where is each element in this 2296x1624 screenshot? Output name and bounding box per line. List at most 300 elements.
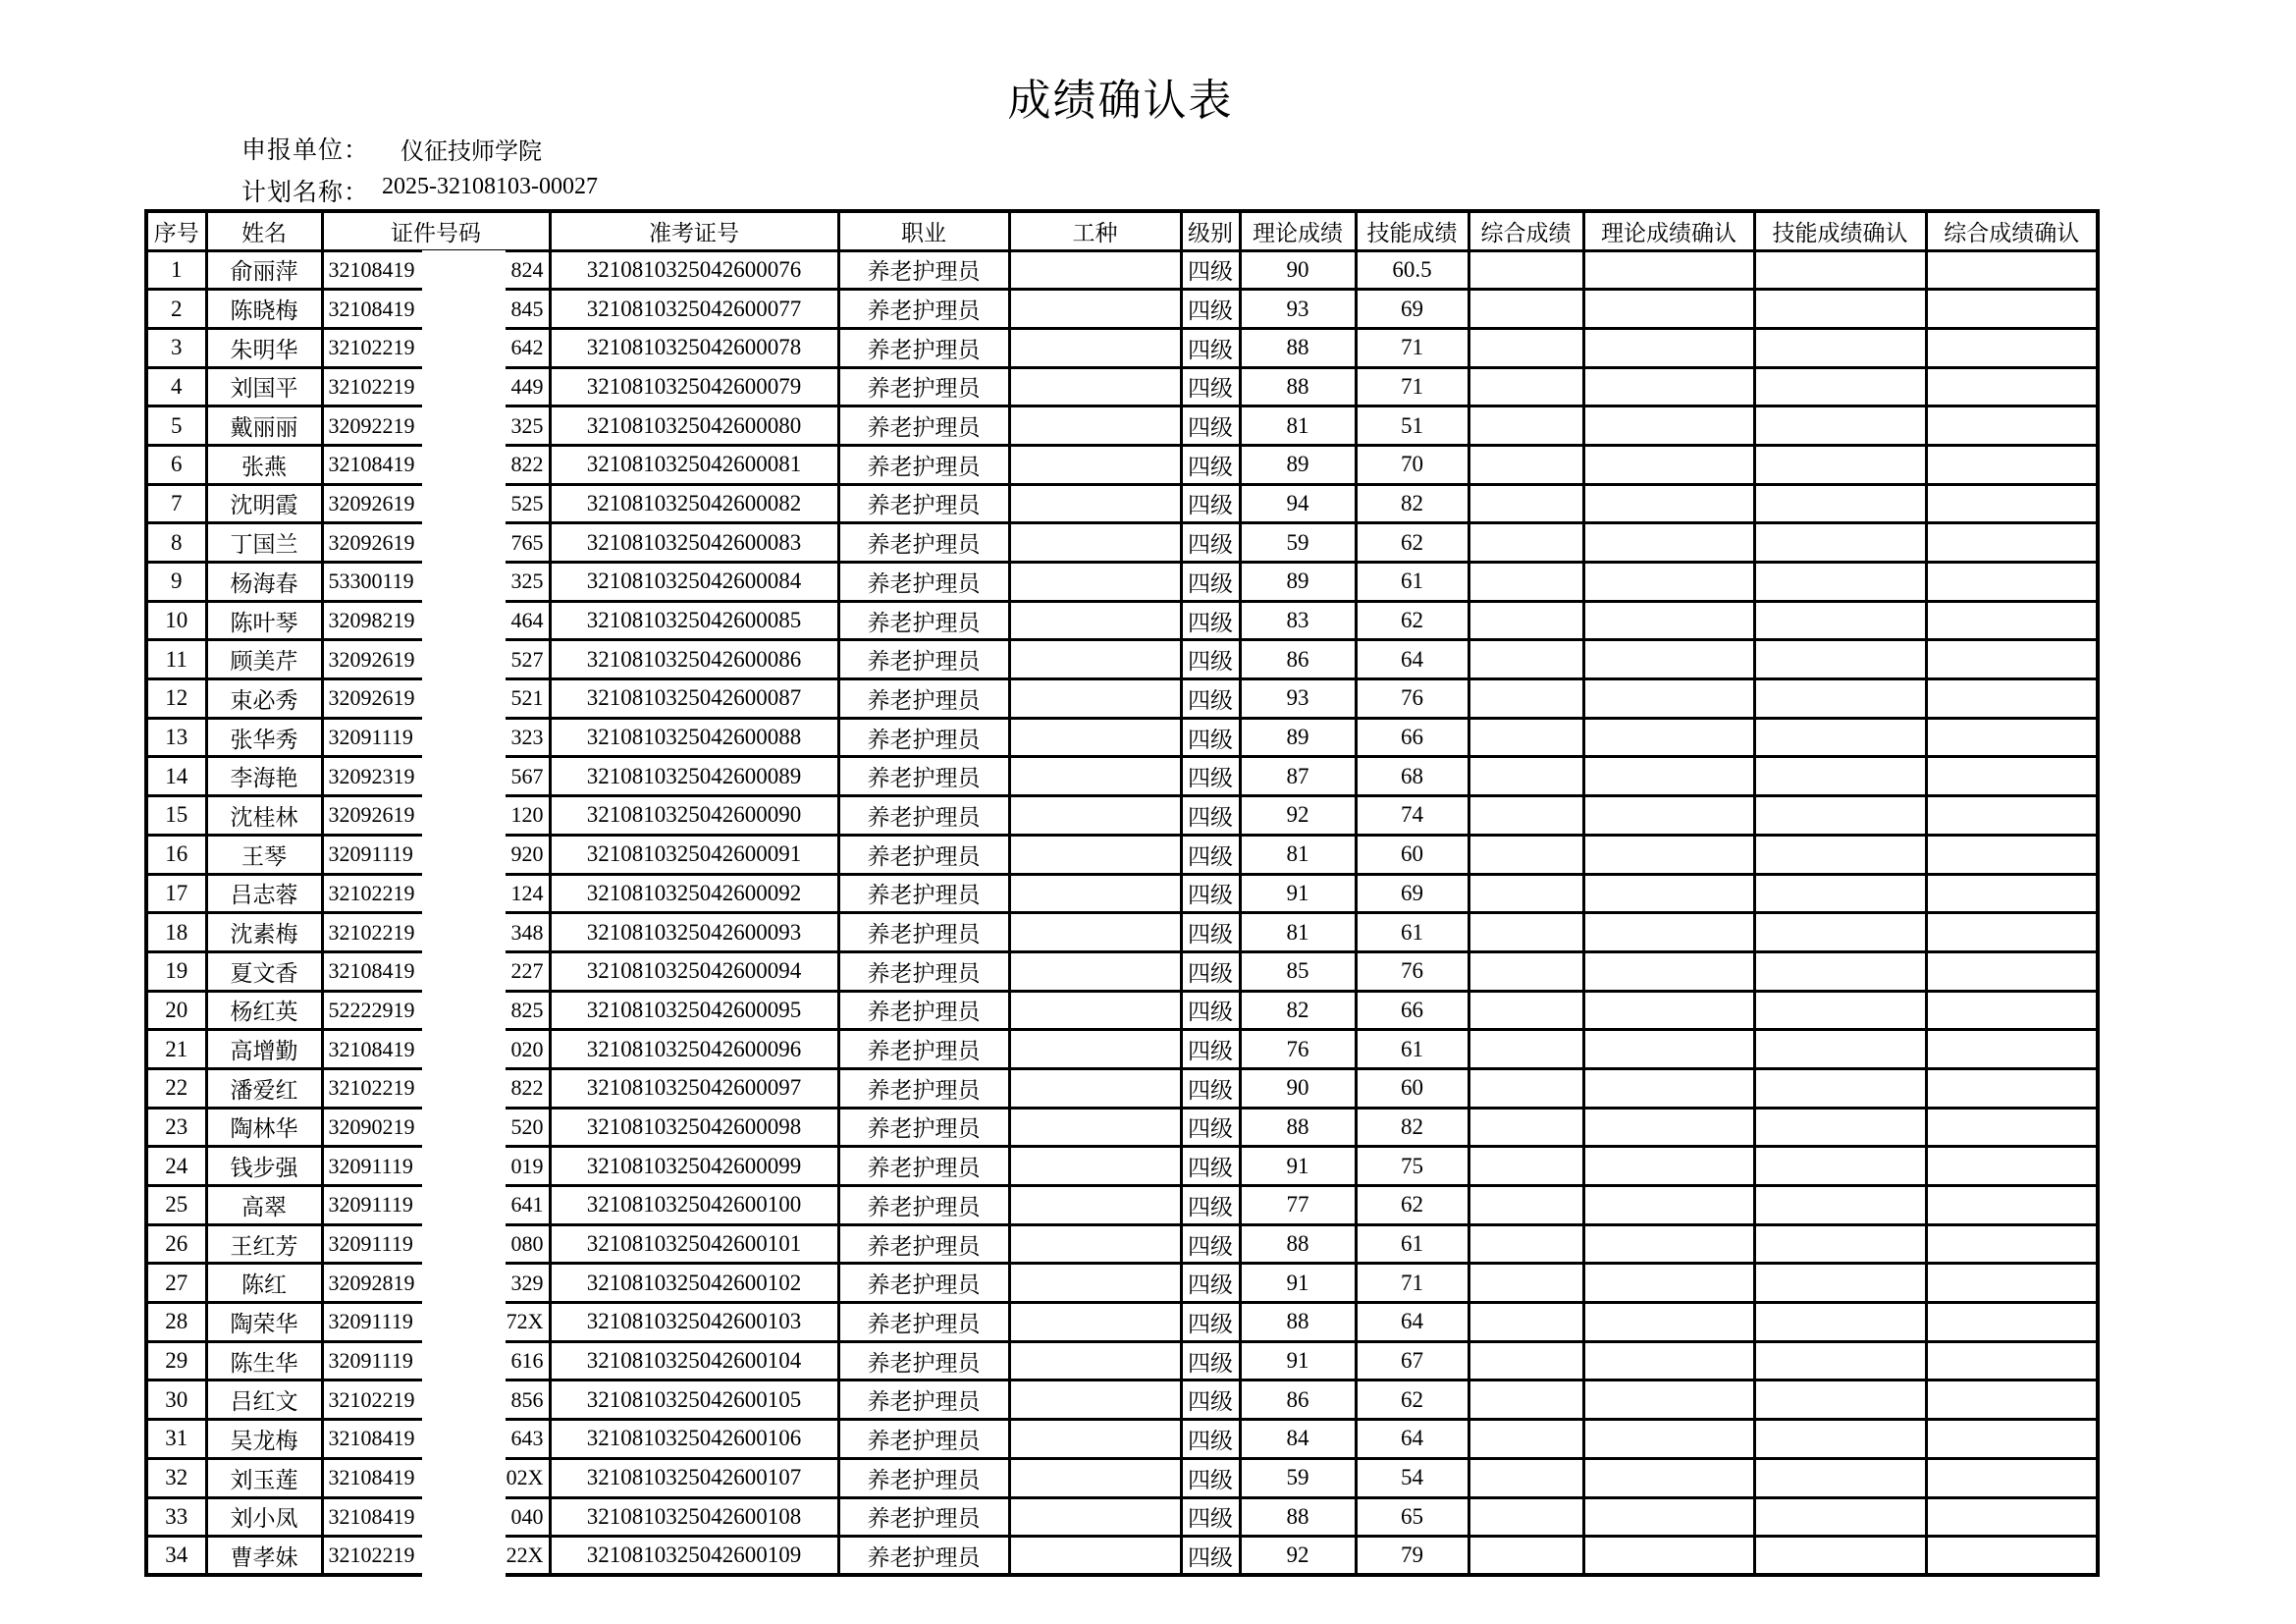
id-redaction-overlay (422, 250, 506, 1578)
cell-skill-confirm (1754, 913, 1926, 952)
id-suffix: 72X (506, 1309, 544, 1334)
cell-serial: 21 (146, 1030, 206, 1069)
cell-composite-score (1468, 913, 1583, 952)
cell-level: 四级 (1181, 835, 1240, 874)
cell-skill-score: 71 (1356, 1264, 1468, 1303)
cell-skill-confirm (1754, 835, 1926, 874)
cell-composite-confirm (1926, 796, 2098, 836)
id-prefix: 32108419 (328, 1036, 415, 1061)
cell-skill-confirm (1754, 951, 1926, 991)
cell-ticket-number: 3210810325042600090 (550, 796, 838, 836)
cell-theory-confirm (1583, 1068, 1754, 1108)
cell-ticket-number: 3210810325042600101 (550, 1224, 838, 1264)
id-suffix: 019 (510, 1153, 544, 1178)
id-suffix: 080 (510, 1231, 544, 1257)
cell-ticket-number: 3210810325042600083 (550, 523, 838, 563)
cell-skill-score: 66 (1356, 718, 1468, 757)
cell-skill-score: 69 (1356, 290, 1468, 329)
cell-work-type (1009, 1303, 1181, 1342)
cell-theory-confirm (1583, 951, 1754, 991)
cell-skill-confirm (1754, 1030, 1926, 1069)
cell-occupation: 养老护理员 (838, 1264, 1009, 1303)
cell-work-type (1009, 1186, 1181, 1225)
cell-skill-confirm (1754, 406, 1926, 446)
cell-skill-score: 61 (1356, 1224, 1468, 1264)
cell-theory-confirm (1583, 1224, 1754, 1264)
cell-work-type (1009, 1341, 1181, 1380)
cell-occupation: 养老护理员 (838, 328, 1009, 367)
cell-work-type (1009, 290, 1181, 329)
cell-skill-score: 68 (1356, 757, 1468, 796)
cell-theory-confirm (1583, 328, 1754, 367)
cell-level: 四级 (1181, 406, 1240, 446)
cell-theory-score: 86 (1240, 640, 1356, 679)
cell-name: 沈明霞 (206, 484, 322, 523)
cell-ticket-number: 3210810325042600096 (550, 1030, 838, 1069)
cell-serial: 5 (146, 406, 206, 446)
cell-composite-score (1468, 1497, 1583, 1537)
cell-theory-confirm (1583, 1380, 1754, 1420)
cell-skill-confirm (1754, 1108, 1926, 1147)
cell-theory-confirm (1583, 601, 1754, 640)
cell-work-type (1009, 445, 1181, 484)
cell-serial: 29 (146, 1341, 206, 1380)
cell-level: 四级 (1181, 640, 1240, 679)
cell-theory-score: 90 (1240, 250, 1356, 290)
cell-ticket-number: 3210810325042600078 (550, 328, 838, 367)
cell-level: 四级 (1181, 523, 1240, 563)
cell-name: 陈红 (206, 1264, 322, 1303)
id-prefix: 32108419 (328, 256, 415, 282)
cell-theory-score: 81 (1240, 913, 1356, 952)
cell-composite-confirm (1926, 406, 2098, 446)
id-suffix: 641 (510, 1192, 544, 1218)
cell-skill-confirm (1754, 328, 1926, 367)
cell-theory-score: 88 (1240, 1108, 1356, 1147)
cell-skill-confirm (1754, 1537, 1926, 1576)
cell-skill-score: 67 (1356, 1341, 1468, 1380)
cell-name: 吴龙梅 (206, 1420, 322, 1459)
id-prefix: 32102219 (328, 373, 415, 399)
cell-level: 四级 (1181, 1224, 1240, 1264)
cell-name: 戴丽丽 (206, 406, 322, 446)
cell-serial: 22 (146, 1068, 206, 1108)
cell-composite-score (1468, 1458, 1583, 1497)
cell-theory-score: 83 (1240, 601, 1356, 640)
cell-level: 四级 (1181, 991, 1240, 1030)
cell-skill-score: 61 (1356, 913, 1468, 952)
cell-level: 四级 (1181, 718, 1240, 757)
cell-work-type (1009, 679, 1181, 719)
cell-name: 刘国平 (206, 367, 322, 406)
id-prefix: 32108419 (328, 1503, 415, 1529)
cell-work-type (1009, 796, 1181, 836)
cell-level: 四级 (1181, 367, 1240, 406)
id-prefix: 32092619 (328, 490, 415, 515)
cell-level: 四级 (1181, 874, 1240, 913)
cell-level: 四级 (1181, 1068, 1240, 1108)
cell-theory-confirm (1583, 523, 1754, 563)
cell-occupation: 养老护理员 (838, 484, 1009, 523)
cell-skill-confirm (1754, 1186, 1926, 1225)
cell-skill-score: 82 (1356, 484, 1468, 523)
table-header (146, 211, 2098, 250)
cell-occupation: 养老护理员 (838, 951, 1009, 991)
id-suffix: 120 (510, 802, 544, 828)
cell-occupation: 养老护理员 (838, 679, 1009, 719)
cell-composite-confirm (1926, 1108, 2098, 1147)
declare-unit-label: 申报单位： (241, 137, 370, 164)
id-prefix: 32108419 (328, 1426, 415, 1451)
cell-level: 四级 (1181, 1108, 1240, 1147)
cell-serial: 13 (146, 718, 206, 757)
cell-name: 沈素梅 (206, 913, 322, 952)
cell-theory-score: 89 (1240, 563, 1356, 602)
id-prefix: 32091119 (328, 1153, 413, 1178)
cell-occupation: 养老护理员 (838, 1147, 1009, 1186)
cell-skill-confirm (1754, 1068, 1926, 1108)
cell-composite-confirm (1926, 1537, 2098, 1576)
cell-composite-confirm (1926, 1030, 2098, 1069)
cell-skill-confirm (1754, 250, 1926, 290)
cell-composite-confirm (1926, 367, 2098, 406)
cell-composite-confirm (1926, 718, 2098, 757)
cell-name: 潘爱红 (206, 1068, 322, 1108)
id-suffix: 325 (510, 568, 544, 594)
cell-composite-confirm (1926, 1186, 2098, 1225)
cell-skill-confirm (1754, 1341, 1926, 1380)
cell-serial: 23 (146, 1108, 206, 1147)
cell-theory-confirm (1583, 250, 1754, 290)
column-header-5: 职业 (838, 211, 1009, 250)
cell-occupation: 养老护理员 (838, 250, 1009, 290)
cell-serial: 4 (146, 367, 206, 406)
cell-skill-score: 62 (1356, 1380, 1468, 1420)
cell-composite-score (1468, 1420, 1583, 1459)
cell-serial: 24 (146, 1147, 206, 1186)
column-header-11: 理论成绩确认 (1583, 211, 1754, 250)
id-prefix: 32102219 (328, 1386, 415, 1412)
cell-composite-score (1468, 1537, 1583, 1576)
cell-skill-confirm (1754, 563, 1926, 602)
cell-composite-score (1468, 1380, 1583, 1420)
cell-skill-confirm (1754, 1264, 1926, 1303)
cell-ticket-number: 3210810325042600099 (550, 1147, 838, 1186)
id-suffix: 22X (506, 1543, 544, 1568)
cell-theory-confirm (1583, 1147, 1754, 1186)
cell-work-type (1009, 1420, 1181, 1459)
cell-skill-score: 62 (1356, 523, 1468, 563)
cell-composite-confirm (1926, 328, 2098, 367)
cell-composite-score (1468, 445, 1583, 484)
cell-composite-confirm (1926, 1303, 2098, 1342)
cell-occupation: 养老护理员 (838, 913, 1009, 952)
cell-theory-score: 59 (1240, 1458, 1356, 1497)
id-suffix: 020 (510, 1036, 544, 1061)
cell-skill-score: 82 (1356, 1108, 1468, 1147)
cell-composite-score (1468, 250, 1583, 290)
cell-name: 俞丽萍 (206, 250, 322, 290)
cell-composite-confirm (1926, 1380, 2098, 1420)
cell-name: 王琴 (206, 835, 322, 874)
cell-level: 四级 (1181, 328, 1240, 367)
cell-composite-score (1468, 874, 1583, 913)
cell-composite-confirm (1926, 563, 2098, 602)
cell-composite-score (1468, 328, 1583, 367)
cell-ticket-number: 3210810325042600109 (550, 1537, 838, 1576)
cell-theory-confirm (1583, 913, 1754, 952)
cell-ticket-number: 3210810325042600093 (550, 913, 838, 952)
cell-skill-score: 61 (1356, 563, 1468, 602)
cell-serial: 26 (146, 1224, 206, 1264)
cell-ticket-number: 3210810325042600091 (550, 835, 838, 874)
id-suffix: 642 (510, 335, 544, 360)
cell-work-type (1009, 757, 1181, 796)
cell-serial: 6 (146, 445, 206, 484)
cell-theory-score: 88 (1240, 367, 1356, 406)
cell-name: 刘小凤 (206, 1497, 322, 1537)
id-suffix: 040 (510, 1503, 544, 1529)
cell-skill-confirm (1754, 1380, 1926, 1420)
cell-skill-score: 66 (1356, 991, 1468, 1030)
id-suffix: 464 (510, 608, 544, 633)
cell-occupation: 养老护理员 (838, 718, 1009, 757)
cell-composite-score (1468, 835, 1583, 874)
cell-theory-confirm (1583, 679, 1754, 719)
id-suffix: 520 (510, 1113, 544, 1139)
cell-serial: 20 (146, 991, 206, 1030)
cell-composite-confirm (1926, 445, 2098, 484)
id-prefix: 32102219 (328, 919, 415, 945)
id-prefix: 53300119 (328, 568, 414, 594)
cell-theory-score: 81 (1240, 406, 1356, 446)
cell-serial: 19 (146, 951, 206, 991)
id-suffix: 227 (510, 958, 544, 984)
id-prefix: 32102219 (328, 335, 415, 360)
cell-serial: 8 (146, 523, 206, 563)
cell-composite-score (1468, 290, 1583, 329)
cell-work-type (1009, 951, 1181, 991)
cell-theory-score: 89 (1240, 445, 1356, 484)
cell-ticket-number: 3210810325042600088 (550, 718, 838, 757)
cell-level: 四级 (1181, 1380, 1240, 1420)
cell-composite-score (1468, 1030, 1583, 1069)
cell-composite-confirm (1926, 1458, 2098, 1497)
cell-level: 四级 (1181, 913, 1240, 952)
cell-composite-score (1468, 1341, 1583, 1380)
id-prefix: 32091119 (328, 841, 413, 867)
id-prefix: 32102219 (328, 880, 415, 905)
cell-name: 刘玉莲 (206, 1458, 322, 1497)
cell-ticket-number: 3210810325042600079 (550, 367, 838, 406)
cell-composite-confirm (1926, 523, 2098, 563)
cell-skill-confirm (1754, 484, 1926, 523)
cell-work-type (1009, 1380, 1181, 1420)
cell-name: 高翠 (206, 1186, 322, 1225)
column-header-4: 准考证号 (550, 211, 838, 250)
cell-name: 王红芳 (206, 1224, 322, 1264)
cell-serial: 11 (146, 640, 206, 679)
cell-composite-confirm (1926, 1068, 2098, 1108)
id-suffix: 567 (510, 763, 544, 788)
cell-name: 张华秀 (206, 718, 322, 757)
cell-occupation: 养老护理员 (838, 1380, 1009, 1420)
cell-theory-confirm (1583, 640, 1754, 679)
cell-theory-score: 87 (1240, 757, 1356, 796)
cell-name: 陈晓梅 (206, 290, 322, 329)
cell-skill-confirm (1754, 796, 1926, 836)
cell-theory-confirm (1583, 290, 1754, 329)
cell-ticket-number: 3210810325042600098 (550, 1108, 838, 1147)
cell-composite-score (1468, 757, 1583, 796)
cell-work-type (1009, 991, 1181, 1030)
cell-serial: 28 (146, 1303, 206, 1342)
cell-name: 杨红英 (206, 991, 322, 1030)
cell-level: 四级 (1181, 1420, 1240, 1459)
cell-composite-confirm (1926, 991, 2098, 1030)
cell-serial: 9 (146, 563, 206, 602)
id-prefix: 32092619 (328, 646, 415, 672)
cell-occupation: 养老护理员 (838, 1420, 1009, 1459)
cell-skill-score: 62 (1356, 1186, 1468, 1225)
cell-composite-score (1468, 1108, 1583, 1147)
cell-name: 顾美芹 (206, 640, 322, 679)
id-suffix: 124 (510, 880, 544, 905)
column-header-10: 综合成绩 (1468, 211, 1583, 250)
cell-work-type (1009, 874, 1181, 913)
cell-skill-score: 64 (1356, 1420, 1468, 1459)
cell-ticket-number: 3210810325042600105 (550, 1380, 838, 1420)
column-header-8: 理论成绩 (1240, 211, 1356, 250)
cell-skill-score: 64 (1356, 640, 1468, 679)
cell-level: 四级 (1181, 1147, 1240, 1186)
cell-skill-score: 69 (1356, 874, 1468, 913)
cell-occupation: 养老护理员 (838, 1224, 1009, 1264)
cell-skill-confirm (1754, 874, 1926, 913)
cell-level: 四级 (1181, 951, 1240, 991)
cell-level: 四级 (1181, 601, 1240, 640)
cell-theory-confirm (1583, 1420, 1754, 1459)
column-header-2: 姓名 (206, 211, 322, 250)
cell-theory-score: 89 (1240, 718, 1356, 757)
cell-theory-score: 88 (1240, 1303, 1356, 1342)
cell-skill-score: 70 (1356, 445, 1468, 484)
cell-composite-confirm (1926, 250, 2098, 290)
column-header-9: 技能成绩 (1356, 211, 1468, 250)
cell-composite-confirm (1926, 640, 2098, 679)
cell-skill-score: 62 (1356, 601, 1468, 640)
id-suffix: 323 (510, 725, 544, 750)
cell-composite-confirm (1926, 757, 2098, 796)
cell-ticket-number: 3210810325042600082 (550, 484, 838, 523)
column-header-12: 技能成绩确认 (1754, 211, 1926, 250)
cell-skill-score: 60 (1356, 835, 1468, 874)
cell-name: 束必秀 (206, 679, 322, 719)
plan-name-label: 计划名称： (241, 180, 370, 206)
cell-skill-confirm (1754, 1303, 1926, 1342)
cell-occupation: 养老护理员 (838, 1458, 1009, 1497)
cell-theory-confirm (1583, 1497, 1754, 1537)
cell-composite-score (1468, 1147, 1583, 1186)
cell-work-type (1009, 1147, 1181, 1186)
cell-serial: 3 (146, 328, 206, 367)
cell-serial: 7 (146, 484, 206, 523)
cell-occupation: 养老护理员 (838, 1068, 1009, 1108)
cell-name: 曹孝妹 (206, 1537, 322, 1576)
cell-level: 四级 (1181, 250, 1240, 290)
id-suffix: 825 (510, 997, 544, 1022)
cell-level: 四级 (1181, 1341, 1240, 1380)
cell-skill-score: 60 (1356, 1068, 1468, 1108)
id-suffix: 527 (510, 646, 544, 672)
cell-ticket-number: 3210810325042600086 (550, 640, 838, 679)
cell-work-type (1009, 1224, 1181, 1264)
cell-theory-score: 93 (1240, 290, 1356, 329)
id-suffix: 845 (510, 296, 544, 321)
cell-theory-confirm (1583, 874, 1754, 913)
cell-theory-score: 85 (1240, 951, 1356, 991)
cell-level: 四级 (1181, 1264, 1240, 1303)
cell-work-type (1009, 1497, 1181, 1537)
cell-skill-confirm (1754, 1497, 1926, 1537)
cell-name: 吕志蓉 (206, 874, 322, 913)
cell-composite-score (1468, 718, 1583, 757)
cell-serial: 2 (146, 290, 206, 329)
cell-level: 四级 (1181, 1030, 1240, 1069)
cell-occupation: 养老护理员 (838, 563, 1009, 602)
id-suffix: 329 (510, 1270, 544, 1295)
cell-skill-confirm (1754, 367, 1926, 406)
cell-name: 李海艳 (206, 757, 322, 796)
cell-work-type (1009, 835, 1181, 874)
cell-theory-confirm (1583, 563, 1754, 602)
cell-theory-score: 88 (1240, 1224, 1356, 1264)
id-prefix: 32091119 (328, 1309, 413, 1334)
cell-theory-confirm (1583, 796, 1754, 836)
cell-skill-confirm (1754, 445, 1926, 484)
id-prefix: 32108419 (328, 958, 415, 984)
id-prefix: 32092819 (328, 1270, 415, 1295)
cell-theory-confirm (1583, 1458, 1754, 1497)
cell-name: 丁国兰 (206, 523, 322, 563)
cell-composite-score (1468, 1224, 1583, 1264)
cell-occupation: 养老护理员 (838, 1186, 1009, 1225)
cell-name: 陈叶琴 (206, 601, 322, 640)
cell-theory-confirm (1583, 835, 1754, 874)
page-title: 成绩确认表 (1007, 77, 1234, 125)
id-suffix: 348 (510, 919, 544, 945)
cell-skill-confirm (1754, 991, 1926, 1030)
column-header-6: 工种 (1009, 211, 1181, 250)
cell-serial: 1 (146, 250, 206, 290)
cell-occupation: 养老护理员 (838, 1537, 1009, 1576)
cell-skill-score: 76 (1356, 951, 1468, 991)
cell-occupation: 养老护理员 (838, 1108, 1009, 1147)
cell-composite-confirm (1926, 290, 2098, 329)
id-suffix: 643 (510, 1426, 544, 1451)
cell-ticket-number: 3210810325042600107 (550, 1458, 838, 1497)
cell-ticket-number: 3210810325042600094 (550, 951, 838, 991)
cell-composite-confirm (1926, 1341, 2098, 1380)
cell-skill-confirm (1754, 290, 1926, 329)
cell-theory-score: 88 (1240, 328, 1356, 367)
cell-work-type (1009, 250, 1181, 290)
cell-composite-confirm (1926, 1264, 2098, 1303)
cell-occupation: 养老护理员 (838, 835, 1009, 874)
cell-skill-score: 64 (1356, 1303, 1468, 1342)
cell-ticket-number: 3210810325042600108 (550, 1497, 838, 1537)
cell-work-type (1009, 328, 1181, 367)
